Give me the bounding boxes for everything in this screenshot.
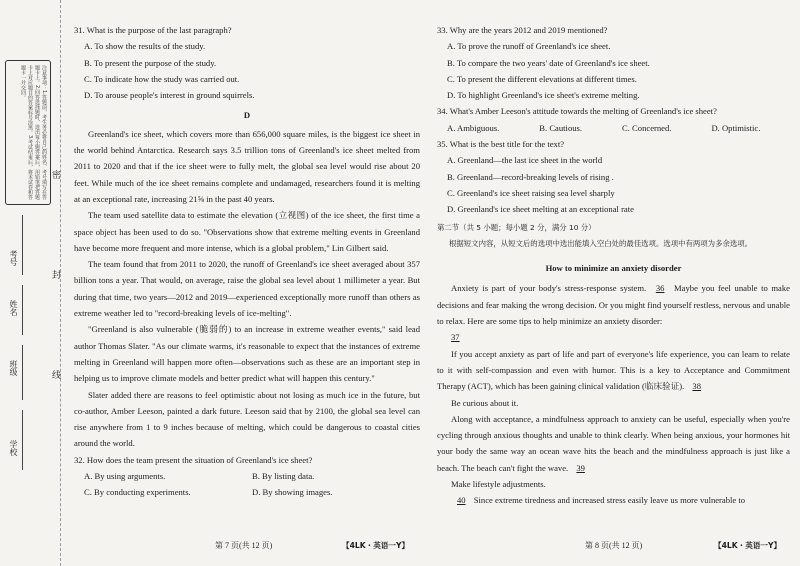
field-banji-label: 班级 — [9, 360, 18, 376]
question-34: 34. What's Amber Leeson's attitude towards the melting of Greenland's ice sheet? — [437, 106, 717, 117]
q34-option-b: B. Cautious. — [539, 122, 583, 133]
left-footer-code: 【4LK・英语一Y】 — [342, 541, 410, 550]
q32-option-b: B. By listing data. — [252, 471, 315, 482]
passage-d-paragraph-2: The team used satellite data to estimate the elevation (立视图) of the ice sheet, the first time a space object has been used to do so. "Observations show that extreme melting events in Greenland have become more frequent and more intense, which is a global problem," Lin Gilbert said. — [74, 210, 420, 253]
question-35: 35. What is the best title for the text? — [437, 139, 565, 150]
paragraph-1-text-b: Maybe you feel unable to make decisions and fear making the wrong decision. Or you might find yourself restless, nervous and unable to relax. Here are some tips to help minimize an anxiety disorder: — [437, 283, 790, 327]
marker-feng: 封 — [52, 271, 62, 281]
blank-37-line — [437, 329, 790, 345]
question-32: 32. How does the team present the situation of Greenland's ice sheet? — [74, 454, 313, 465]
right-footer-page: 第 8 页(共 12 页) — [585, 541, 643, 550]
left-column — [74, 22, 420, 501]
marker-mi: 密 — [52, 171, 62, 181]
passage-paragraph-5: Make lifestyle adjustments. — [451, 479, 546, 490]
question-33: 33. Why are the years 2012 and 2019 mentioned? — [437, 25, 608, 35]
q35-option-b: B. Greenland—record-breaking levels of rising . — [447, 171, 614, 182]
field-banji-line — [22, 345, 23, 400]
notice-box: 注意事项：1.答题前，考生务必将自己的姓名、考号填写在答题卡上。2.回答选择题时，选出每小题答案后，用铅笔把答题卡上对应题目的答案标号涂黑。3.考试结束后，将本试卷和答题卡一并交回。 — [5, 60, 51, 205]
field-xuexiao-line — [22, 410, 23, 470]
field-xingming-label: 姓名 — [9, 300, 18, 316]
q34-options-row — [447, 120, 790, 136]
q34-option-d: D. Optimistic. — [711, 122, 761, 133]
field-xingming-line — [22, 285, 23, 335]
q33-option-d: D. To highlight Greenland's ice sheet's extreme melting. — [447, 90, 640, 101]
field-kaohao-label: 考号 — [9, 250, 18, 266]
passage-d-paragraph-1: Greenland's ice sheet, which covers more than 656,000 square miles, is the biggest ice sheet in the world behind Antarctica. Research says 3.5 trillion tons of Greenland's ice sheet melted from 2011 to 2020 and that if the ice sheet were to fully melt, the global sea level would rise about 20 feet. While much of the ice sheet remains complete and undamaged, researchers found it is melting at an exceptional rate, increasing 21⅝ in the past 40 years. — [74, 128, 420, 204]
q32-option-d: D. By showing images. — [252, 487, 333, 498]
blank-40: 40 — [457, 495, 466, 506]
q31-option-d: D. To arouse people's interest in ground squirrels. — [84, 90, 255, 101]
right-footer-code: 【4LK・英语一Y】 — [714, 541, 782, 550]
section-2-instructions: 根据短文内容，从短文后的选项中选出能填入空白处的最佳选项。选项中有两项为多余选项。 — [449, 238, 753, 248]
passage-title: How to minimize an anxiety disorder — [545, 263, 682, 274]
q31-option-b: B. To present the purpose of the study. — [84, 57, 217, 68]
field-xuexiao-label: 学校 — [9, 440, 18, 456]
q31-option-c: C. To indicate how the study was carried out. — [84, 73, 240, 84]
paragraph-6-text: Since extreme tiredness and increased stress easily leave us more vulnerable to — [473, 495, 746, 506]
blank-38: 38 — [692, 381, 701, 392]
q35-option-d: D. Greenland's ice sheet melting at an exceptional rate — [447, 204, 634, 215]
paragraph-1-text-a: Anxiety is part of your body's stress-response system. — [451, 283, 647, 294]
q33-option-c: C. To present the different elevations at different times. — [447, 73, 637, 84]
q32-option-a: A. By using arguments. — [84, 471, 166, 482]
q35-option-a: A. Greenland—the last ice sheet in the world — [447, 155, 603, 166]
blank-39: 39 — [576, 462, 585, 473]
q32-options-row-1 — [84, 468, 420, 484]
q31-option-a: A. To show the results of the study. — [84, 41, 206, 52]
passage-d-paragraph-4: "Greenland is also vulnerable (脆弱的) to an increase in extreme weather events," said lead author Thomas Slater. "As our climate warms, it's reasonable to expect that the instances of extreme melting in Greenland will happen more often—observations such as these are an important step in helping us to improve climate models and better predict what will happen this century." — [74, 324, 420, 384]
passage-d-paragraph-3: The team found that from 2011 to 2020, the runoff of Greenland's ice sheet averaged about 357 billion tons a year. That would, on average, raise the global sea level about 1 millimeter a year. But during that time, two years—2012 and 2019—experienced exceptionally more runoff than others as extreme weather led to "record-breaking levels of ice-melting". — [74, 259, 420, 319]
question-31: 31. What is the purpose of the last paragraph? — [74, 25, 232, 35]
q32-options-row-2 — [84, 484, 420, 500]
paragraph-2-text: If you accept anxiety as part of life and part of everyone's life experience, you can learn to relate to it with self-compassion and even with humor. This is a key to Acceptance and Commitment Therapy (ACT), which has been gaining clinical validation (临床验证). — [437, 348, 790, 392]
right-column — [437, 22, 790, 509]
passage-paragraph-2 — [437, 346, 790, 395]
paragraph-4-text: Along with acceptance, a mindfulness approach to anxiety can be useful, especially when you're cycling through anxious thoughts and unable to think clearly. When being anxious, your hormones hit your body the same way an ocean wave hits the beach and the mindfulness approach is just like a beach. The beach can't fight the wave. — [437, 413, 790, 473]
q35-option-c: C. Greenland's ice sheet raising sea level sharply — [447, 187, 615, 198]
section-d-heading: D — [243, 110, 251, 121]
passage-paragraph-6 — [437, 492, 790, 508]
q34-option-c: C. Concerned. — [622, 122, 672, 133]
passage-paragraph-1 — [437, 280, 790, 329]
blank-36: 36 — [655, 283, 665, 294]
passage-paragraph-4 — [437, 411, 790, 476]
field-kaohao-line — [22, 215, 23, 275]
passage-d-paragraph-5: Slater added there are reasons to feel optimistic about not losing as much ice in the future, but co-author, Amber Leeson, painted a dark future. Leeson said that by 2100, the global sea level can rise anywhere from 1 to 9 inches because of melting, which could be dangerous to coastal cities around the world. — [74, 389, 420, 449]
q33-option-b: B. To compare the two years' date of Greenland's ice sheet. — [447, 57, 650, 68]
marker-xian: 线 — [52, 371, 62, 381]
q34-option-a: A. Ambiguous. — [447, 122, 500, 133]
q33-option-a: A. To prove the runoff of Greenland's ice sheet. — [447, 41, 611, 52]
left-footer-page: 第 7 页(共 12 页) — [215, 541, 273, 550]
q32-option-c: C. By conducting experiments. — [84, 487, 191, 498]
binding-margin — [0, 0, 61, 566]
blank-37: 37 — [451, 332, 460, 343]
passage-paragraph-3: Be curious about it. — [451, 397, 519, 408]
section-2-heading: 第二节（共 5 小题；每小题 2 分，满分 10 分） — [437, 222, 596, 232]
